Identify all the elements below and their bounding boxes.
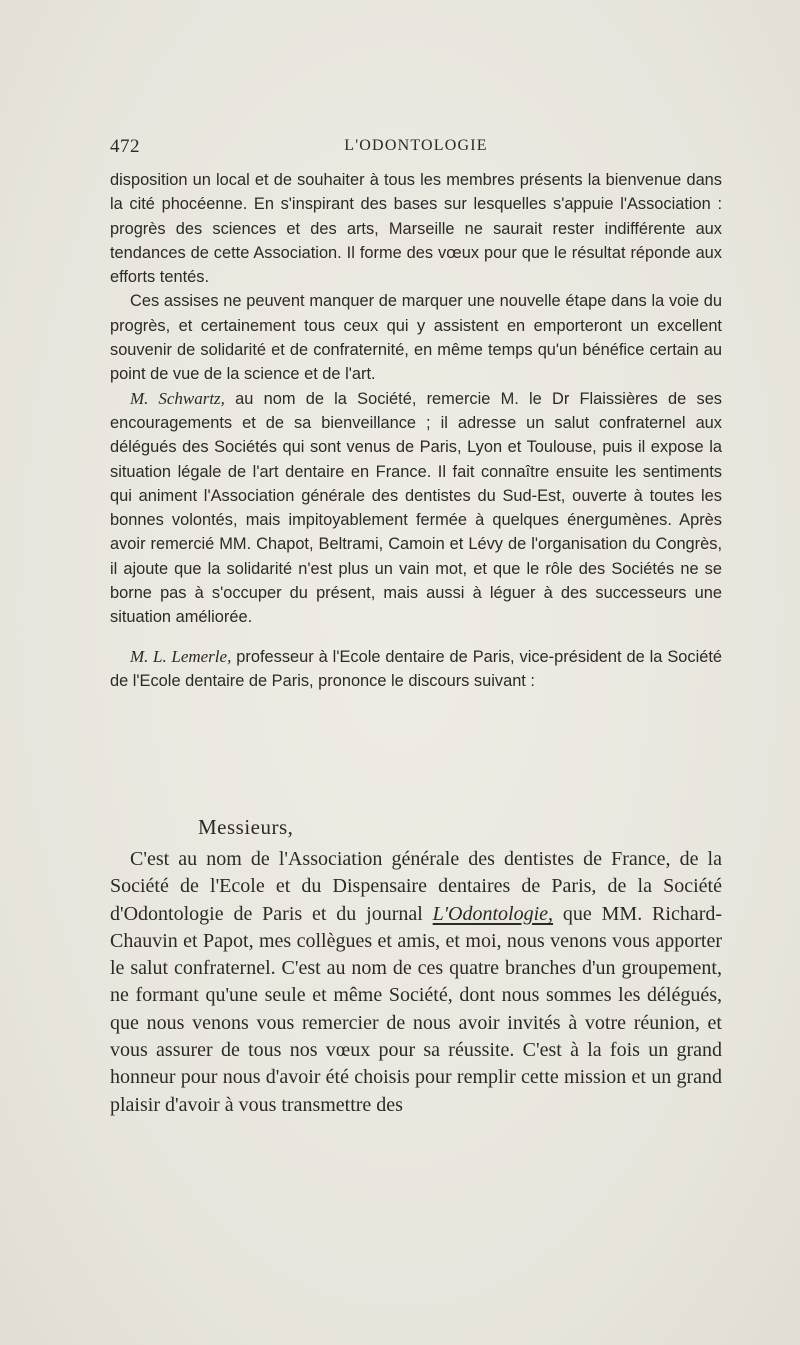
speech-text [110, 846, 722, 1119]
speech-salutation: Messieurs, [198, 815, 294, 839]
paragraph-text: professeur à l'Ecole dentaire de Paris, vice-président de la Société de l'Ecole dentaire de Paris, prononce le discours suivant : [110, 647, 722, 690]
paragraph-text: au nom de la Société, remercie M. le Dr Flaissières de ses encouragements et de sa bienveillance ; il adresse un salut confraternel aux délégués des Sociétés qui sont venus de Paris, Lyon et Toulouse, puis il expose la situation légale de l'art dentaire en France. Il fait connaître ensuite les sentiments qui animent l'Association générale des dentistes du Sud-Est, ouverte à toutes les bonnes volontés, mais impitoyablement fermée à quelques énergumènes. Après avoir remercié MM. Chapot, Beltrami, Camoin et Lévy de l'organisation du Congrès, il ajoute que la solidarité n'est plus un vain mot, et que le rôle des Sociétés ne se borne pas à s'occuper du présent, mais aussi à léguer à des successeurs une situation améliorée. [110, 389, 723, 627]
report-text [110, 168, 722, 693]
speech-text-b: que MM. Richard-Chauvin et Papot, mes collègues et amis, et moi, nous venons vous apporter le salut confraternel. C'est au nom de ces quatre branches d'un groupement, ne formant qu'une seule et même Société, dont nous sommes les délégués, que nous venons vous remercier de nous avoir invités à votre réunion, et vous assurer de tous nos vœux pour sa réussite. C'est à la fois un grand honneur pour nous d'avoir été choisis pour remplir cette mission et un grand plaisir d'avoir à vous transmettre des [110, 902, 723, 1116]
speaker-name: M. L. Lemerle, [130, 646, 232, 666]
paragraph-lemerle [110, 645, 722, 694]
speech-text-a: C'est au nom de l'Association générale des dentistes de France, de la Société de l'Ecole et du Dispensaire dentaires de Paris, de la Société d'Odontologie de Paris et du journal [110, 848, 722, 925]
speaker-name: M. Schwartz, [130, 388, 225, 408]
speech-paragraph [110, 846, 722, 1119]
paragraph-assises: Ces assises ne peuvent manquer de marquer une nouvelle étape dans la voie du progrès, et certainement tous ceux qui y assistent en emporteront un excellent souvenir de solidarité et de confraternité, en même temps qu'un bénéfice certain au point de vue de la science et de l'art. [110, 292, 722, 384]
paragraph-continuation: disposition un local et de souhaiter à tous les membres présents la bienvenue dans la cité phocéenne. En s'inspirant des bases sur lesquelles s'appuie l'Association : progrès des sciences et des arts, Marseille ne saurait rester indifférente aux tendances de cette Association. Il forme des vœux pour que le résultat réponde aux efforts tentés. [110, 171, 722, 287]
journal-title: L'Odontologie, [432, 902, 554, 925]
page-header [110, 136, 722, 160]
paragraph-schwartz [110, 387, 722, 630]
page-number: 472 [110, 136, 140, 157]
running-title: L'ODONTOLOGIE [344, 137, 488, 154]
